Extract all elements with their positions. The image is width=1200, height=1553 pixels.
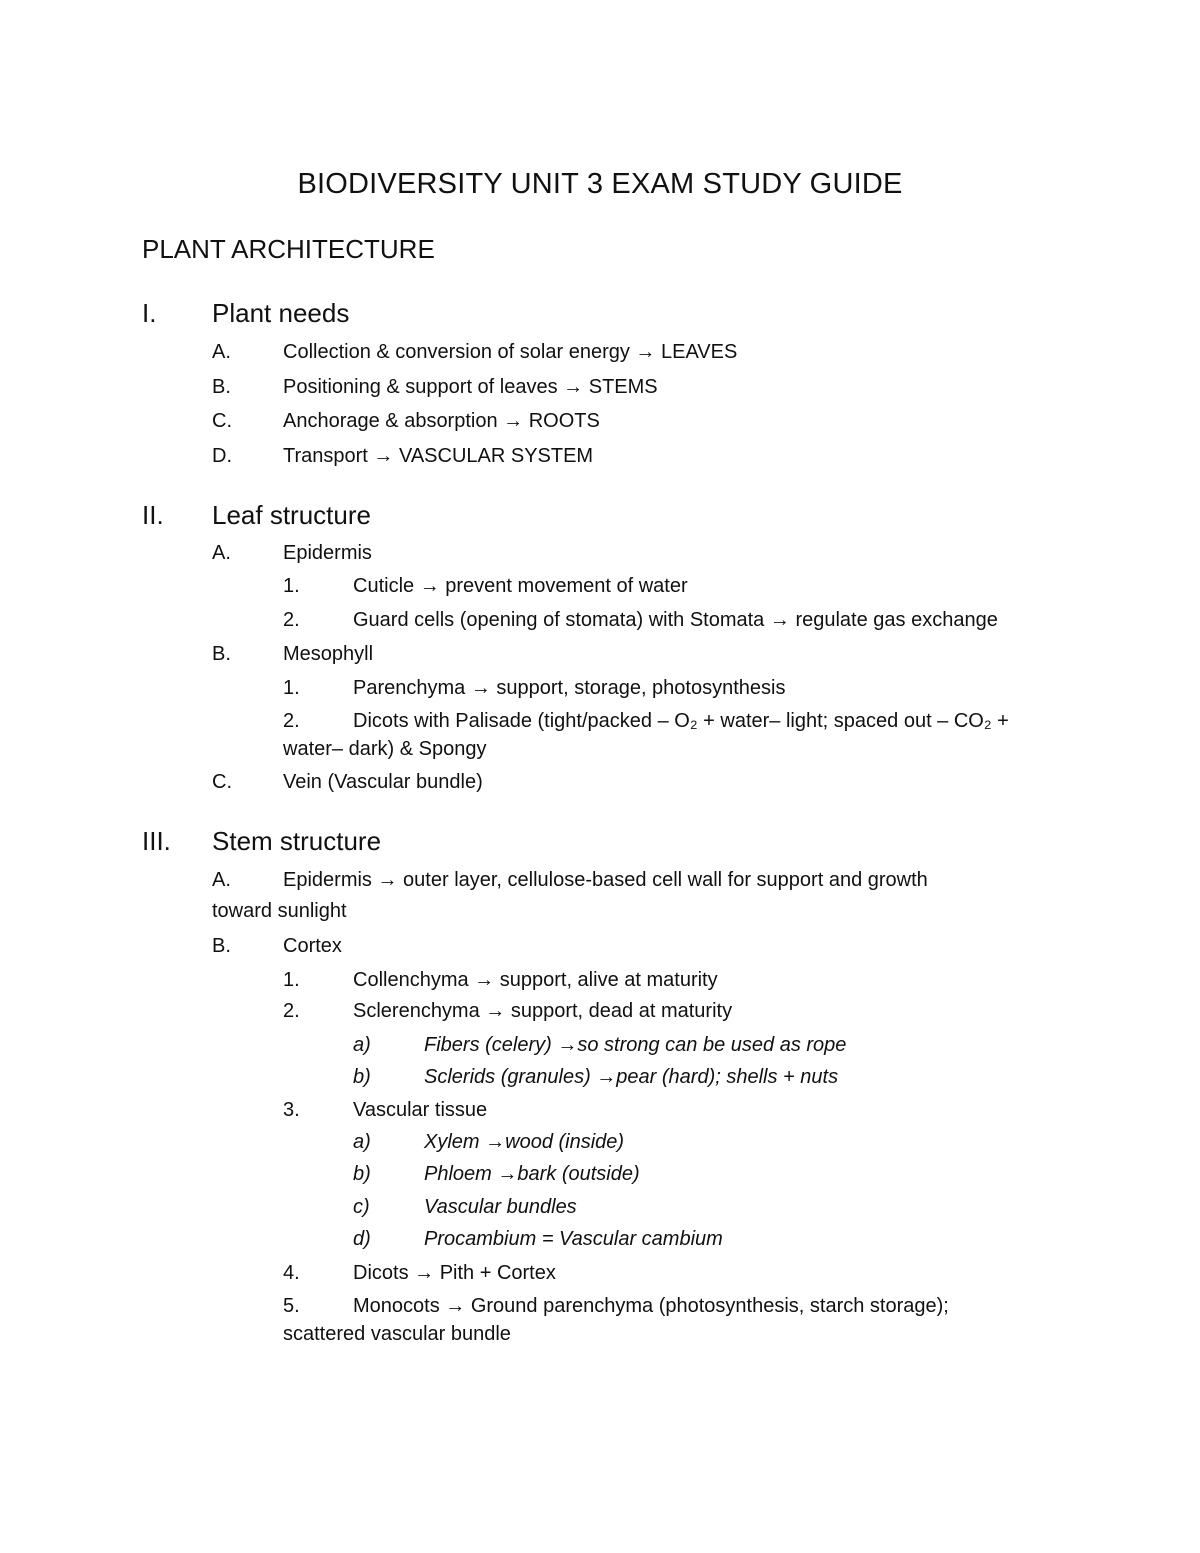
outline-number: I.: [142, 298, 157, 328]
arrow-icon: →: [414, 1262, 435, 1284]
outline-continuation: scattered vascular bundle: [283, 1323, 511, 1345]
outline-number: 2.: [283, 1000, 300, 1022]
outline-letter: a): [353, 1034, 371, 1056]
outline-text: Mesophyll: [283, 643, 374, 665]
outline-text: Positioning & support of leaves → STEMS: [283, 376, 658, 398]
outline-number: III.: [142, 826, 171, 856]
arrow-icon: →: [470, 677, 491, 699]
outline-letter: B.: [212, 643, 231, 665]
outline-letter: C.: [212, 410, 232, 432]
outline-letter: A.: [212, 542, 231, 564]
outline-text: Cuticle → prevent movement of water: [353, 575, 688, 597]
outline-text: Fibers (celery) →so strong can be used as rope: [424, 1034, 847, 1056]
outline-number: 3.: [283, 1099, 300, 1121]
outline-letter: B.: [212, 935, 231, 957]
arrow-icon: →: [373, 445, 394, 467]
outline-letter: D.: [212, 445, 232, 467]
arrow-icon: →: [769, 609, 790, 631]
outline-text: Parenchyma → support, storage, photosynthesis: [353, 677, 786, 699]
arrow-icon: →: [485, 1131, 506, 1153]
outline-text: Collenchyma → support, alive at maturity: [353, 969, 718, 991]
arrow-icon: →: [635, 341, 656, 363]
outline-text: Vascular bundles: [424, 1196, 577, 1218]
outline-continuation: toward sunlight: [212, 900, 347, 922]
document-title: BIODIVERSITY UNIT 3 EXAM STUDY GUIDE: [297, 168, 903, 200]
outline-text: Procambium = Vascular cambium: [424, 1228, 723, 1250]
outline-text: Dicots → Pith + Cortex: [353, 1262, 556, 1284]
outline-letter: B.: [212, 376, 231, 398]
outline-text: Vein (Vascular bundle): [283, 771, 483, 793]
outline-number: 2.: [283, 710, 300, 732]
outline-text: Phloem →bark (outside): [424, 1163, 640, 1185]
outline-text: Cortex: [283, 935, 342, 957]
outline-number: 1.: [283, 677, 300, 699]
outline-letter: b): [353, 1066, 371, 1088]
outline-letter: d): [353, 1228, 371, 1250]
outline-number: 1.: [283, 969, 300, 991]
outline-text: Sclerids (granules) →pear (hard); shells + nuts: [424, 1066, 839, 1088]
outline-text: Guard cells (opening of stomata) with Stomata → regulate gas exchange: [353, 609, 998, 631]
outline-heading: Stem structure: [212, 826, 382, 856]
outline-text: Collection & conversion of solar energy → LEAVES: [283, 341, 738, 363]
outline-letter: A.: [212, 869, 231, 891]
outline-text: Epidermis: [283, 542, 372, 564]
outline-text: Dicots with Palisade (tight/packed – O₂ + water– light; spaced out – CO₂ +: [353, 710, 1009, 732]
arrow-icon: →: [445, 1295, 466, 1317]
arrow-icon: →: [503, 410, 524, 432]
outline-number: 5.: [283, 1295, 300, 1317]
arrow-icon: →: [485, 1000, 506, 1022]
outline-letter: C.: [212, 771, 232, 793]
outline-letter: A.: [212, 341, 231, 363]
outline-number: 1.: [283, 575, 300, 597]
outline-text: Anchorage & absorption → ROOTS: [283, 410, 600, 432]
outline-number: 4.: [283, 1262, 300, 1284]
outline-letter: c): [353, 1196, 370, 1218]
outline-text: Vascular tissue: [353, 1099, 488, 1121]
arrow-icon: →: [563, 376, 584, 398]
outline-text: Epidermis → outer layer, cellulose-based cell wall for support and growth: [283, 869, 928, 891]
outline-number: 2.: [283, 609, 300, 631]
arrow-icon: →: [474, 969, 495, 991]
outline-letter: a): [353, 1131, 371, 1153]
outline-continuation: water– dark) & Spongy: [283, 738, 487, 760]
outline-text: Xylem →wood (inside): [424, 1131, 625, 1153]
outline-text: Transport → VASCULAR SYSTEM: [283, 445, 594, 467]
outline-text: Sclerenchyma → support, dead at maturity: [353, 1000, 733, 1022]
outline-text: Monocots → Ground parenchyma (photosynthesis, starch storage);: [353, 1295, 949, 1317]
outline-heading: Leaf structure: [212, 500, 371, 530]
arrow-icon: →: [596, 1066, 617, 1088]
arrow-icon: →: [497, 1163, 518, 1185]
outline-letter: b): [353, 1163, 371, 1185]
outline-number: II.: [142, 500, 164, 530]
arrow-icon: →: [377, 869, 398, 891]
section-heading: PLANT ARCHITECTURE: [142, 234, 435, 264]
arrow-icon: →: [419, 575, 440, 597]
arrow-icon: →: [557, 1034, 578, 1056]
outline-heading: Plant needs: [212, 298, 350, 328]
